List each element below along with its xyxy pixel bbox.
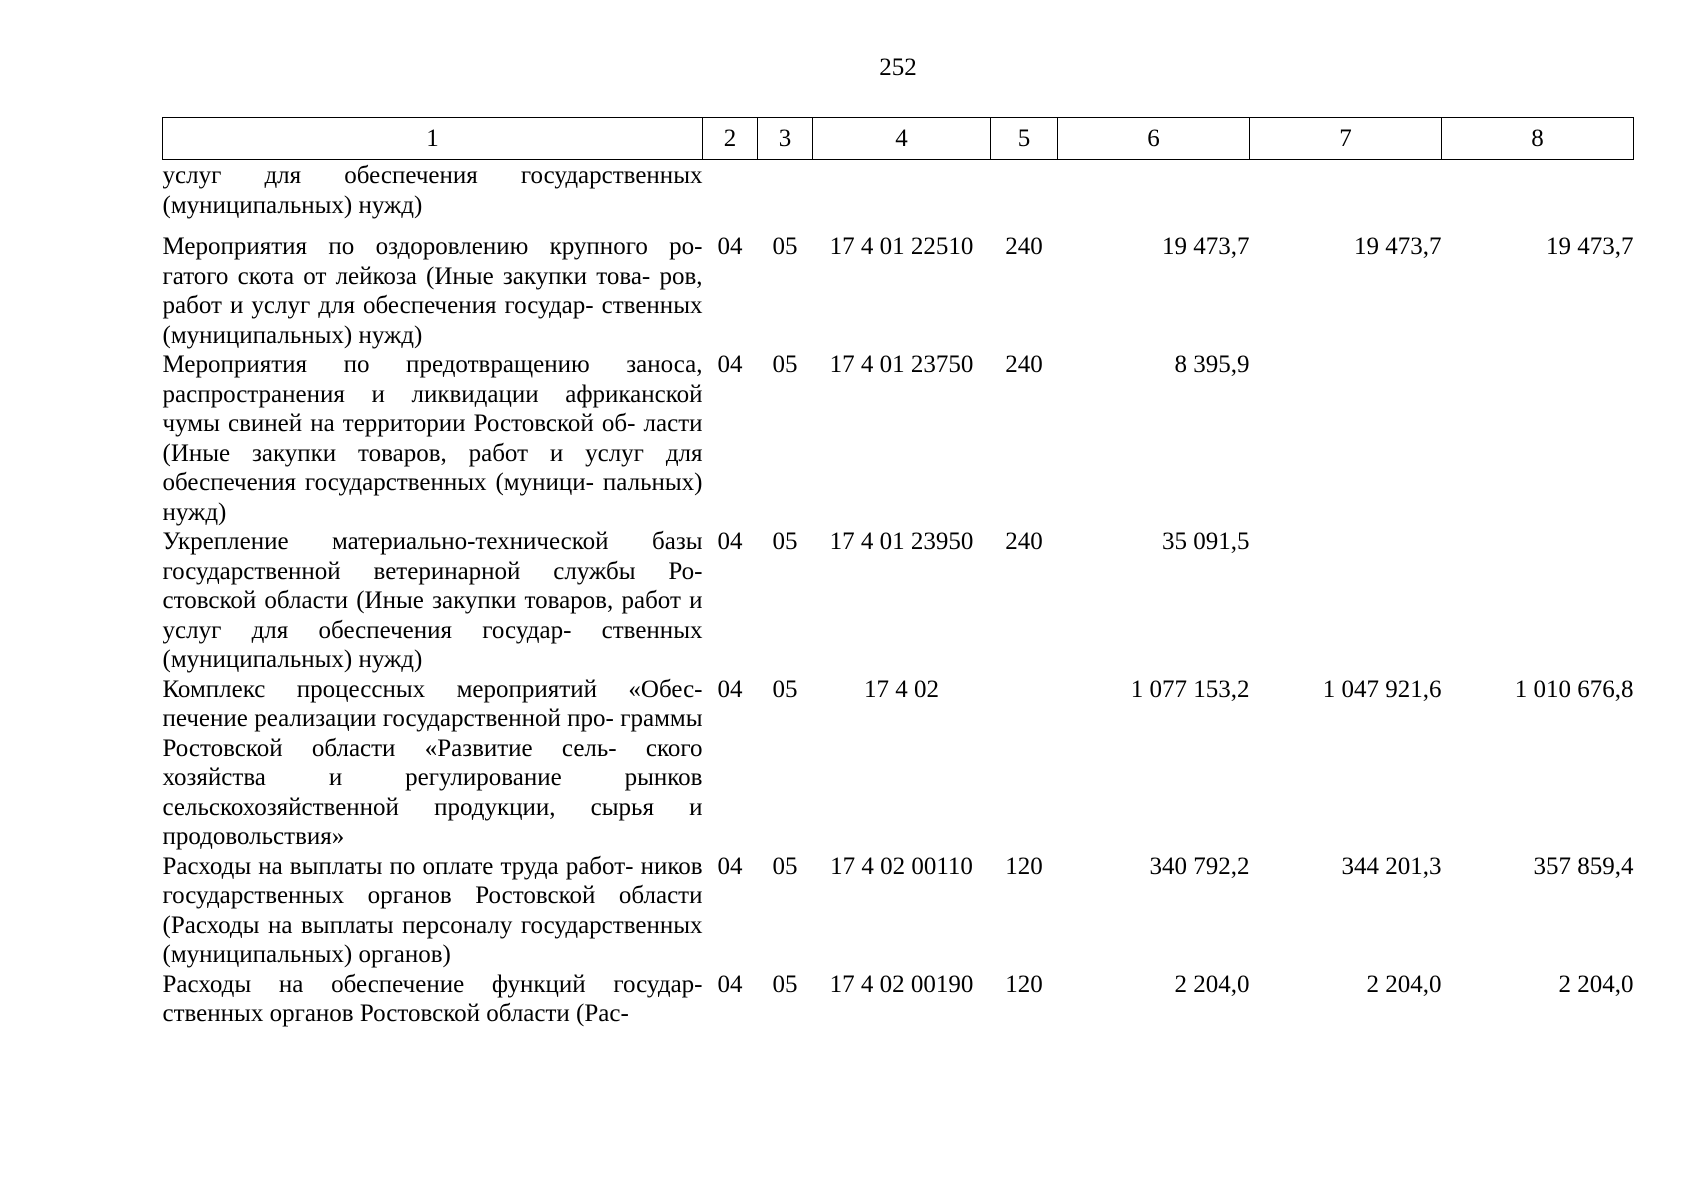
expense-type-code: 240	[1005, 351, 1043, 378]
description-line: гатого скота от лейкоза (Иные закупки това-	[162, 262, 651, 290]
target-article-code: 17 4 01 22510	[829, 233, 974, 260]
amount-col-7: 19 473,7	[1354, 233, 1442, 260]
description-line: ственных (муниципальных) нужд)	[162, 292, 703, 349]
amount-col-8: 357 859,4	[1533, 852, 1634, 880]
amount-col-8	[1442, 160, 1634, 233]
column-header-6: 6	[1058, 118, 1250, 160]
description-line: государственных (муниципальных) органов)	[162, 911, 703, 968]
table-row	[163, 527, 1634, 675]
amount-col-6: 1 077 153,2	[1130, 675, 1250, 703]
table-row	[163, 232, 1634, 350]
amount-col-6: 35 091,5	[1162, 528, 1250, 555]
table-row	[163, 675, 1634, 852]
header-row	[163, 118, 1634, 160]
row-description	[163, 970, 703, 1029]
row-description	[163, 232, 703, 350]
amount-col-6: 8 395,9	[1174, 351, 1250, 378]
description-line: чумы свиней на территории Ростовской об-	[162, 410, 636, 437]
amount-col-7: 344 201,3	[1341, 852, 1442, 880]
target-article-code: 17 4 01 23750	[829, 351, 974, 378]
amount-col-6: 19 473,7	[1162, 233, 1250, 260]
expense-type-code: 120	[1005, 852, 1043, 880]
section-code: 04	[717, 852, 743, 880]
column-header-5: 5	[991, 118, 1058, 160]
description-line: области (Расходы на выплаты персоналу	[162, 882, 703, 939]
description-line: стовской области (Иные закупки товаров,	[162, 587, 614, 614]
description-line: работ и услуг для обеспечения государ-	[162, 587, 703, 644]
description-line: распространения и ликвидации африканской	[162, 380, 703, 408]
target-article-code: 17 4 02	[864, 675, 939, 703]
amount-col-7: 1 047 921,6	[1322, 675, 1442, 703]
subsection-code: 05	[772, 351, 798, 378]
page-number: 252	[879, 54, 917, 81]
column-header-1: 1	[163, 118, 703, 160]
description-line: Укрепление материально-технической базы	[162, 528, 703, 555]
target-article-code: 17 4 02 00190	[829, 970, 974, 998]
target-article-code	[813, 160, 991, 233]
expense-type-code: 240	[1005, 528, 1043, 555]
description-line: ров, работ и услуг для обеспечения государ-	[162, 262, 703, 319]
amount-col-8	[1442, 527, 1634, 675]
expense-type-code: 240	[1005, 233, 1043, 260]
amount-col-6: 2 204,0	[1174, 970, 1250, 998]
row-description	[163, 350, 703, 527]
subsection-code	[758, 160, 813, 233]
amount-col-6: 340 792,2	[1149, 852, 1250, 880]
description-line: Расходы на обеспечение функций государ-	[162, 970, 703, 998]
expense-type-code	[991, 675, 1058, 852]
row-description	[163, 852, 703, 970]
subsection-code: 05	[772, 970, 798, 998]
amount-col-8	[1442, 350, 1634, 527]
target-article-code: 17 4 02 00110	[830, 852, 973, 880]
target-article-code: 17 4 01 23950	[829, 528, 974, 555]
table-row	[163, 160, 1634, 233]
description-line: ласти (Иные закупки товаров, работ и услуг	[162, 410, 703, 467]
amount-col-7	[1250, 527, 1442, 675]
description-line: Мероприятия по оздоровлению крупного ро-	[162, 233, 703, 260]
amount-col-8: 1 010 676,8	[1514, 675, 1634, 703]
description-line: печение реализации государственной про-	[162, 705, 614, 732]
description-line: ников государственных органов Ростовской	[162, 852, 703, 909]
description-line: сельскохозяйственной продукции, сырья и	[162, 793, 703, 821]
section-code: 04	[717, 675, 743, 703]
row-description	[163, 527, 703, 675]
description-line: пальных) нужд)	[162, 469, 703, 526]
table-row	[163, 852, 1634, 970]
expense-type-code: 120	[1005, 970, 1043, 998]
column-header-7: 7	[1250, 118, 1442, 160]
description-line: граммы Ростовской области «Развитие сель-	[162, 705, 703, 762]
section-code: 04	[717, 528, 743, 555]
subsection-code: 05	[772, 528, 798, 555]
description-line: ского хозяйства и регулирование рынков	[162, 734, 703, 791]
amount-col-8: 19 473,7	[1546, 233, 1634, 260]
column-header-4: 4	[813, 118, 991, 160]
section-code: 04	[717, 351, 743, 378]
amount-col-7	[1250, 350, 1442, 527]
description-line: (муниципальных) нужд)	[162, 191, 423, 219]
amount-col-7: 2 204,0	[1366, 970, 1442, 998]
table-row	[163, 350, 1634, 527]
budget-table	[162, 117, 1634, 1029]
subsection-code: 05	[772, 233, 798, 260]
row-description	[163, 675, 703, 852]
description-line: Комплекс процессных мероприятий «Обес-	[162, 675, 703, 703]
description-line: Мероприятия по предотвращению заноса,	[162, 351, 703, 378]
description-line: Расходы на выплаты по оплате труда работ-	[162, 852, 634, 880]
description-line: ственных (муниципальных) нужд)	[162, 616, 703, 673]
description-line: услуг для обеспечения государственных	[162, 162, 703, 189]
amount-col-8: 2 204,0	[1558, 970, 1634, 998]
description-line: ственных органов Ростовской области (Рас-	[162, 1000, 629, 1027]
table-row	[163, 970, 1634, 1029]
description-line: продовольствия»	[162, 823, 345, 850]
row-description	[163, 160, 703, 233]
amount-col-6	[1058, 160, 1250, 233]
subsection-code: 05	[772, 675, 798, 703]
amount-col-7	[1250, 160, 1442, 233]
column-header-2: 2	[703, 118, 758, 160]
expense-type-code	[991, 160, 1058, 233]
column-header-3: 3	[758, 118, 813, 160]
column-header-8: 8	[1442, 118, 1634, 160]
section-code: 04	[717, 970, 743, 998]
section-code	[703, 160, 758, 233]
section-code: 04	[717, 233, 743, 260]
description-line: для обеспечения государственных (муници-	[162, 439, 703, 496]
subsection-code: 05	[772, 852, 798, 880]
description-line: государственной ветеринарной службы Ро-	[162, 557, 703, 585]
